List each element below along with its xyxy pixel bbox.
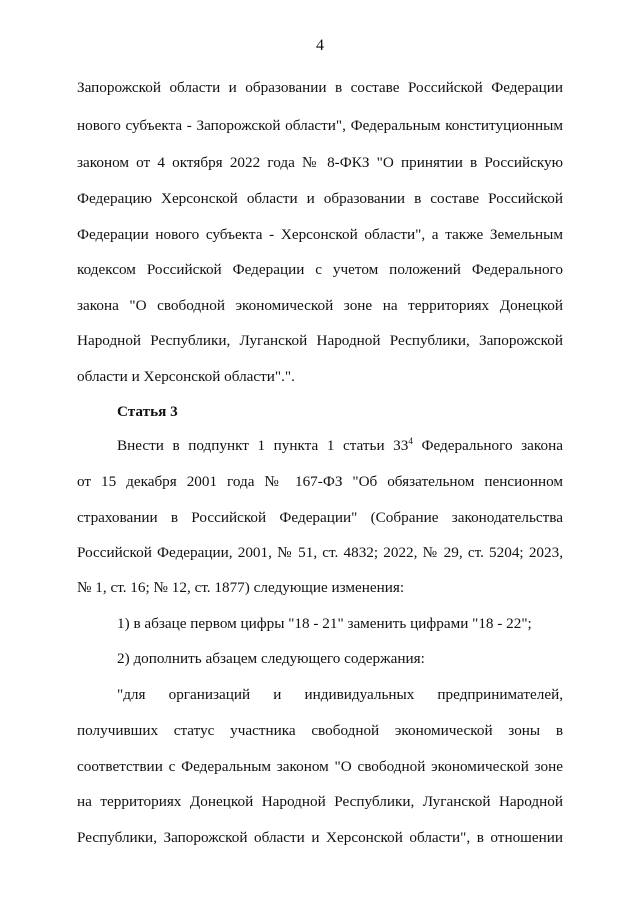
text-line: получивших статус участника свободной экономической зоны в xyxy=(77,722,563,739)
text-line: Федерацию Херсонской области и образовании в составе Российской xyxy=(77,190,563,207)
text-line: области и Херсонской области".". xyxy=(77,368,295,385)
text-line: Республики, Запорожской области и Херсонской области", в отношении xyxy=(77,829,563,846)
text-line: № 1, ст. 16; № 12, ст. 1877) следующие изменения: xyxy=(77,579,405,596)
text-line: соответствии с Федеральным законом "О свободной экономической зоне xyxy=(77,758,563,775)
text-line: Народной Республики, Луганской Народной Республики, Запорожской xyxy=(77,332,563,349)
page-number: 4 xyxy=(316,37,324,54)
text-line: "для организаций и индивидуальных предпринимателей, xyxy=(117,686,563,703)
text-line: Запорожской области и образовании в составе Российской Федерации xyxy=(77,79,563,96)
text-line: нового субъекта - Запорожской области", Федеральным конституционным xyxy=(77,117,563,134)
text-fragment: Внести в подпункт 1 пункта 1 статьи 33 xyxy=(117,437,409,454)
text-line: Федерации нового субъекта - Херсонской области", а также Земельным xyxy=(77,226,563,243)
text-line: Российской Федерации, 2001, № 51, ст. 4832; 2022, № 29, ст. 5204; 2023, xyxy=(77,544,563,561)
text-line-with-superscript xyxy=(117,436,563,456)
text-line: законом от 4 октября 2022 года № 8-ФКЗ "О принятии в Российскую xyxy=(77,154,563,171)
text-line: закона "О свободной экономической зоне на территориях Донецкой xyxy=(77,297,563,314)
superscript: 4 xyxy=(408,436,413,446)
text-line: на территориях Донецкой Народной Республики, Луганской Народной xyxy=(77,793,563,810)
text-line: страховании в Российской Федерации" (Собрание законодательства xyxy=(77,509,563,526)
text-line: кодексом Российской Федерации с учетом положений Федерального xyxy=(77,261,563,278)
text-line: от 15 декабря 2001 года № 167-ФЗ "Об обязательном пенсионном xyxy=(77,473,563,490)
article-heading: Статья 3 xyxy=(117,403,178,420)
list-item: 2) дополнить абзацем следующего содержания: xyxy=(117,650,425,667)
text-fragment: Федерального закона xyxy=(412,437,563,454)
list-item: 1) в абзаце первом цифры "18 - 21" заменить цифрами "18 - 22"; xyxy=(117,615,532,632)
